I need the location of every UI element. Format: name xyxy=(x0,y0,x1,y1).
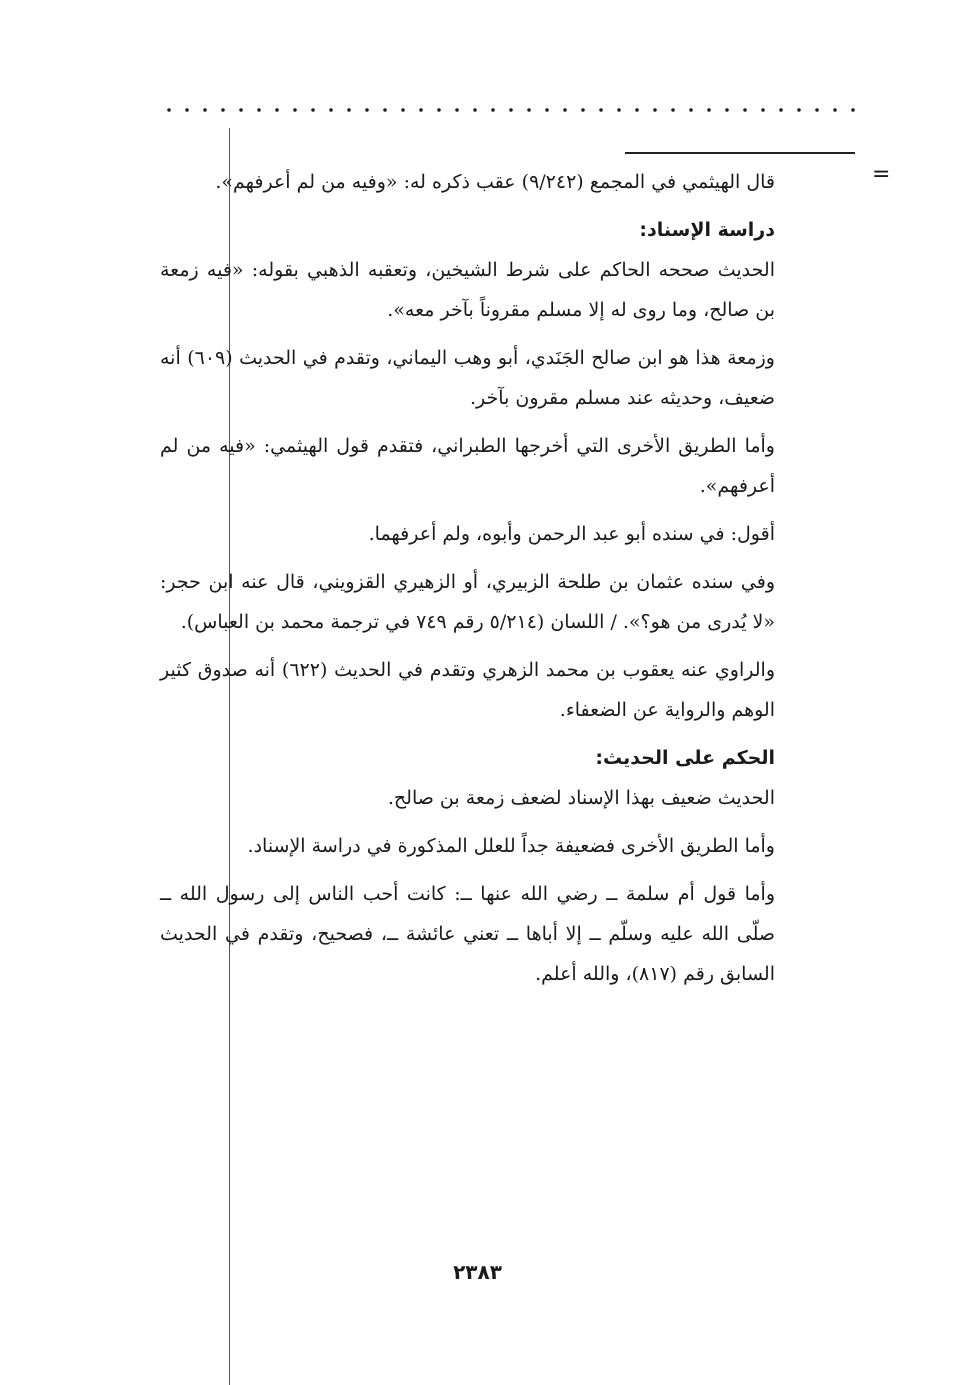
paragraph-zamaa: وزمعة هذا هو ابن صالح الجَنَدي، أبو وهب اليماني، وتقدم في الحديث (٦٠٩) أنه ضعيف، وحديثه عند مسلم مقرون بآخر. xyxy=(160,347,775,409)
heading-hadith-ruling: الحكم على الحديث: xyxy=(595,747,775,769)
paragraph-yaqub: والراوي عنه يعقوب بن محمد الزهري وتقدم في الحديث (٦٢٢) أنه صدوق كثير الوهم والرواية عن الضعفاء. xyxy=(160,659,775,721)
continuation-mark: = xyxy=(872,162,891,187)
paragraph-ruling: الحديث ضعيف بهذا الإسناد لضعف زمعة بن صالح. xyxy=(387,787,775,809)
paragraph-hakim: الحديث صححه الحاكم على شرط الشيخين، وتعقبه الذهبي بقوله: «فيه زمعة بن صالح، وما روى له إلا مسلم مقروناً بآخر معه». xyxy=(160,259,775,321)
dotted-separator xyxy=(160,106,855,114)
footnote-rule xyxy=(625,152,855,154)
paragraph-haythami-quote: قال الهيثمي في المجمع (٩/٢٤٢) عقب ذكره له: «وفيه من لم أعرفهم». xyxy=(215,171,775,193)
paragraph-other-route-weak: وأما الطريق الأخرى فضعيفة جداً للعلل المذكورة في دراسة الإسناد. xyxy=(247,835,775,857)
paragraph-aqul: أقول: في سنده أبو عبد الرحمن وأبوه، ولم أعرفهما. xyxy=(368,523,775,545)
page-number: ٢٣٨٣ xyxy=(453,1260,502,1284)
heading-isnad-study: دراسة الإسناد: xyxy=(639,219,775,241)
paragraph-umm-salama: وأما قول أم سلمة ــ رضي الله عنها ــ: كانت أحب الناس إلى رسول الله ــ صلّى الله عليه وسلّم ــ إلا أباها ــ تعني عائشة ــ، فصحيح، وتقدم في الحديث السابق رقم (٨١٧)، والله أعلم. xyxy=(160,883,775,985)
body-text xyxy=(160,162,775,1002)
paragraph-other-route: وأما الطريق الأخرى التي أخرجها الطبراني، فتقدم قول الهيثمي: «فيه من لم أعرفهم». xyxy=(160,435,775,497)
paragraph-uthman: وفي سنده عثمان بن طلحة الزبيري، أو الزهيري القزويني، قال عنه ابن حجر: «لا يُدرى من هو؟». / اللسان (٥/٢١٤ رقم ٧٤٩ في ترجمة محمد بن العباس). xyxy=(160,571,775,633)
